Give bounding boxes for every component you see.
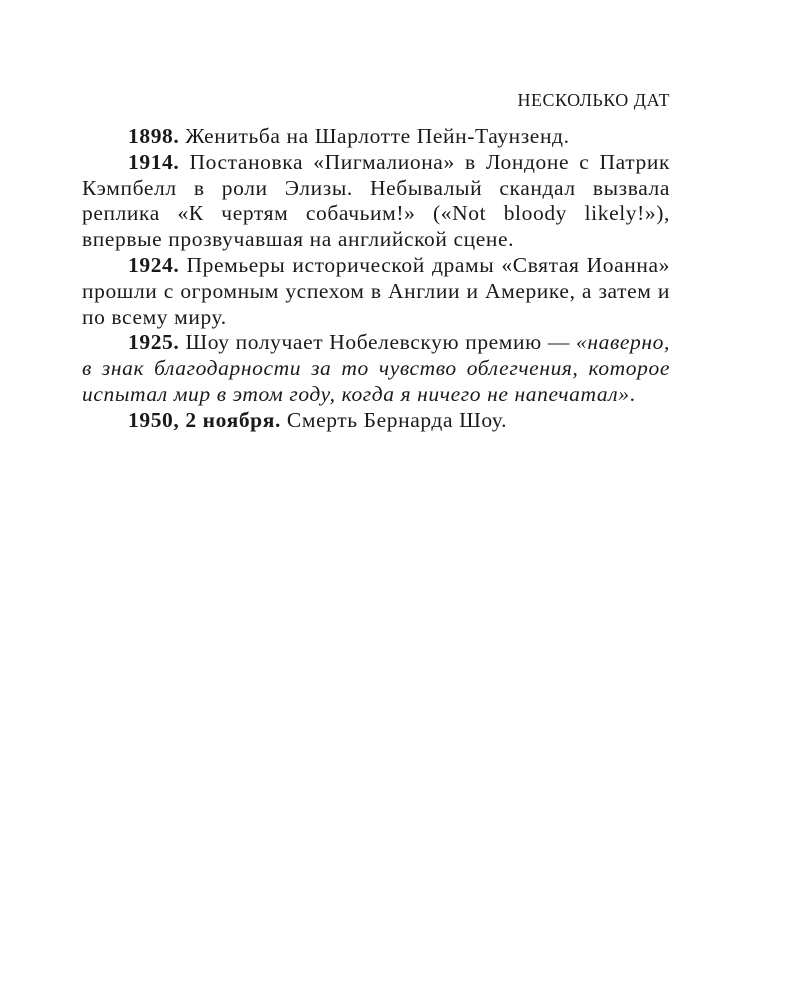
- chronology-entry-1950: [82, 408, 670, 434]
- entry-text: Шоу получает Нобелевскую премию —: [179, 330, 577, 355]
- chronology-list: [82, 124, 670, 434]
- chronology-entry-1914: [82, 150, 670, 253]
- entry-text: Премьеры исторической драмы «Святая Иоанна» прошли с огромным успехом в Англии и Америке, а затем и по всему миру.: [82, 252, 670, 329]
- shaw-quote: «наверно, в знак благодарности за то чувство облегчения, которое испытал мир в этом году, когда я ничего не напечатал»: [82, 330, 670, 406]
- entry-date: 1914.: [128, 149, 180, 174]
- entry-tail: .: [629, 381, 636, 406]
- entry-text: Женитьба на Шарлотте Пейн-Таунзенд.: [179, 124, 570, 148]
- entry-date: 1925.: [128, 330, 180, 355]
- entry-text: Постановка «Пигмалиона» в Лондоне с Патрик Кэмпбелл в роли Элизы. Небывалый скандал вызвала реплика «К чертям собачьим!» («Not bloody likely!»), впервые прозвучавшая на английской сцене.: [82, 149, 670, 252]
- chronology-entry-1925: [82, 330, 670, 407]
- book-page: [82, 0, 670, 1000]
- entry-date: 1924.: [128, 252, 180, 277]
- chronology-entry-1924: [82, 253, 670, 330]
- running-head: НЕСКОЛЬКО ДАТ: [517, 90, 670, 110]
- entry-date: 1950, 2 ноября.: [128, 407, 281, 432]
- chronology-entry-1898: [82, 124, 670, 150]
- entry-text: Смерть Бернарда Шоу.: [280, 407, 508, 432]
- entry-date: 1898.: [128, 124, 180, 148]
